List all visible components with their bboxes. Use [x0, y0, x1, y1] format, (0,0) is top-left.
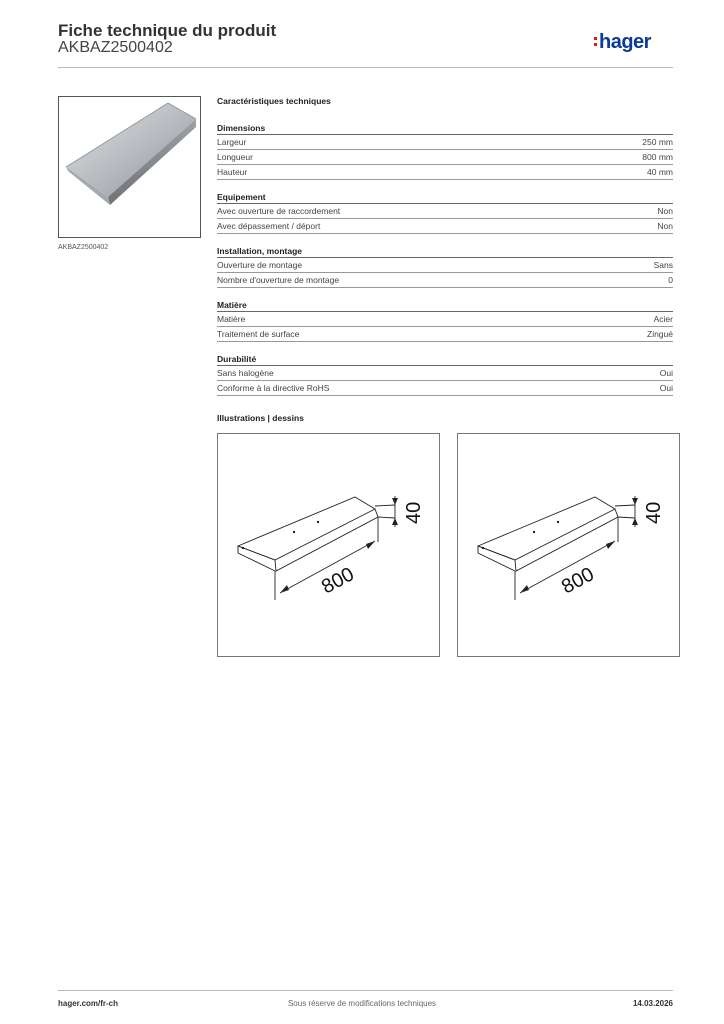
spec-label: Nombre d'ouverture de montage: [217, 275, 340, 285]
specs-heading: Caractéristiques techniques: [217, 96, 331, 106]
spec-label: Ouverture de montage: [217, 260, 303, 270]
group-title: Durabilité: [217, 353, 673, 366]
technical-drawing: [217, 433, 440, 657]
spec-row: [217, 366, 673, 381]
spec-value: 800 mm: [642, 152, 673, 162]
spec-value: Acier: [653, 314, 673, 324]
spec-group-dimensions: [217, 122, 673, 180]
spec-row: [217, 312, 673, 327]
length-dimension: 800: [318, 563, 358, 599]
spec-label: Avec dépassement / déport: [217, 221, 321, 231]
page-title: Fiche technique du produit: [58, 21, 277, 40]
spec-label: Matière: [217, 314, 246, 324]
technical-drawing: [457, 433, 680, 657]
spec-value: Non: [657, 206, 673, 216]
spec-group-equipement: [217, 191, 673, 234]
footer-divider: [58, 990, 673, 991]
spec-label: Traitement de surface: [217, 329, 300, 339]
spec-row: [217, 165, 673, 180]
footer-disclaimer: Sous réserve de modifications techniques: [287, 999, 437, 1008]
spec-value: Sans: [653, 260, 673, 270]
spec-row: [217, 273, 673, 288]
spec-label: Hauteur: [217, 167, 248, 177]
cover-plate-image: [59, 97, 200, 237]
spec-value: Non: [657, 221, 673, 231]
photo-caption: AKBAZ2500402: [58, 244, 109, 251]
header-divider: [58, 67, 673, 68]
logo-text: hager: [599, 31, 651, 53]
spec-row: [217, 381, 673, 396]
spec-label: Avec ouverture de raccordement: [217, 206, 341, 216]
spec-row: [217, 150, 673, 165]
illustrations-heading: Illustrations | dessins: [217, 413, 304, 423]
spec-group-durabilite: [217, 353, 673, 396]
footer-website-link[interactable]: hager.com/fr-ch: [58, 999, 119, 1008]
spec-group-installation: [217, 245, 673, 288]
spec-row: [217, 327, 673, 342]
product-code: AKBAZ2500402: [58, 39, 173, 56]
group-title: Dimensions: [217, 122, 673, 135]
spec-group-matiere: [217, 299, 673, 342]
spec-value: Oui: [659, 383, 673, 393]
spec-row: [217, 219, 673, 234]
spec-label: Longueur: [217, 152, 253, 162]
spec-row: [217, 135, 673, 150]
spec-label: Largeur: [217, 137, 247, 147]
spec-value: 250 mm: [642, 137, 673, 147]
length-dimension: 800: [558, 563, 598, 599]
height-dimension: 40: [403, 501, 425, 524]
spec-row: [217, 258, 673, 273]
hager-logo: [594, 28, 674, 56]
dimension-drawing: [218, 434, 439, 656]
group-title: Equipement: [217, 191, 673, 204]
spec-label: Conforme à la directive RoHS: [217, 383, 330, 393]
spec-value: Oui: [659, 368, 673, 378]
spec-row: [217, 204, 673, 219]
group-title: Installation, montage: [217, 245, 673, 258]
product-photo: [58, 96, 201, 238]
spec-value: 40 mm: [647, 167, 673, 177]
height-dimension: 40: [643, 501, 665, 524]
spec-value: Zingué: [647, 329, 673, 339]
spec-value: 0: [668, 275, 673, 285]
footer-date: 14.03.2026: [632, 999, 673, 1008]
group-title: Matière: [217, 299, 673, 312]
technical-specs: [217, 96, 673, 407]
spec-label: Sans halogène: [217, 368, 274, 378]
dimension-drawing: [458, 434, 679, 656]
